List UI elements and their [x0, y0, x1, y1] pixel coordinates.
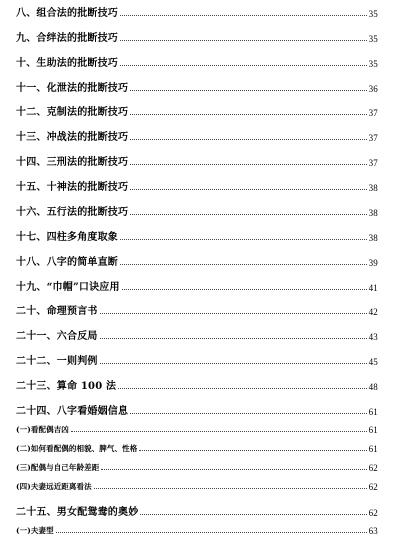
dot-leader — [100, 338, 367, 339]
toc-page-number: 37 — [368, 158, 378, 168]
dot-leader — [120, 239, 367, 240]
toc-page-number: 35 — [368, 59, 378, 69]
toc-entry[interactable] — [16, 402, 378, 417]
toc-entry-title: 十七、四柱多角度取象 — [16, 232, 118, 243]
dot-leader — [122, 289, 367, 290]
toc-page-number: 62 — [368, 508, 378, 518]
toc-page-number: 42 — [368, 307, 378, 317]
toc-page-number: 61 — [368, 425, 378, 435]
toc-entry[interactable] — [16, 377, 378, 392]
toc-entry[interactable] — [16, 79, 378, 94]
toc-entry-title: 十四、三刑法的批断技巧 — [16, 157, 129, 168]
toc-entry[interactable] — [16, 178, 378, 193]
toc-entry[interactable] — [16, 503, 378, 518]
toc-page-number: 35 — [368, 34, 378, 44]
toc-entry-title: 二十、命理预言书 — [16, 306, 98, 317]
toc-page-number: 38 — [368, 208, 378, 218]
toc-entry[interactable] — [16, 481, 378, 492]
dot-leader — [100, 313, 367, 314]
toc-entry-title: 八、组合法的批断技巧 — [16, 8, 118, 19]
dot-leader — [120, 40, 367, 41]
dot-leader — [140, 514, 366, 515]
toc-entry-title: (三)配偶与自己年龄差距 — [16, 463, 100, 472]
toc-page-number: 62 — [368, 482, 378, 492]
dot-leader — [130, 189, 366, 190]
toc-entry[interactable] — [16, 327, 378, 342]
dot-leader — [120, 15, 367, 16]
toc-entry[interactable] — [16, 54, 378, 69]
toc-entry-title: 十八、八字的简单直断 — [16, 257, 118, 268]
toc-page-number: 63 — [368, 526, 378, 536]
toc-entry[interactable] — [16, 203, 378, 218]
toc-entry-title: 十六、五行法的批断技巧 — [16, 207, 129, 218]
toc-page-number: 38 — [368, 183, 378, 193]
toc-page-number: 41 — [368, 283, 378, 293]
toc-entry-title: 二十一、六合反局 — [16, 331, 98, 342]
toc-entry-title: 十九、“巾帽”口诀应用 — [16, 282, 120, 293]
dot-leader — [120, 65, 367, 66]
dot-leader — [130, 90, 366, 91]
toc-entry-title: (二)如何看配偶的相貌、脾气、性格 — [16, 444, 138, 453]
toc-entry[interactable] — [16, 302, 378, 317]
dot-leader — [71, 431, 367, 432]
toc-page-number: 61 — [368, 444, 378, 454]
toc-page-number: 39 — [368, 258, 378, 268]
toc-entry[interactable] — [16, 424, 378, 435]
toc-entry[interactable] — [16, 128, 378, 143]
dot-leader — [94, 488, 367, 489]
toc-entry[interactable] — [16, 352, 378, 367]
toc-page-number: 35 — [368, 9, 378, 19]
toc-page-number: 36 — [368, 84, 378, 94]
toc-entry[interactable] — [16, 278, 378, 293]
dot-leader — [130, 164, 366, 165]
toc-entry-title: 十一、化泄法的批断技巧 — [16, 83, 129, 94]
dot-leader — [130, 214, 366, 215]
toc-entry[interactable] — [16, 29, 378, 44]
toc-entry-title: 九、合绊法的批断技巧 — [16, 33, 118, 44]
toc-entry[interactable] — [16, 103, 378, 118]
toc-entry-title: (一)看配偶吉凶 — [16, 425, 69, 434]
dot-leader — [56, 532, 367, 533]
dot-leader — [139, 450, 366, 451]
toc-page-number: 43 — [368, 332, 378, 342]
toc-entry[interactable] — [16, 462, 378, 473]
toc-page-number: 37 — [368, 108, 378, 118]
toc-entry[interactable] — [16, 228, 378, 243]
dot-leader — [100, 363, 367, 364]
toc-entry[interactable] — [16, 253, 378, 268]
dot-leader — [118, 388, 366, 389]
toc-page-number: 45 — [368, 357, 378, 367]
toc-entry-title: (一)夫妻型 — [16, 526, 54, 535]
toc-page-number: 62 — [368, 463, 378, 473]
toc-entry-title: (四)夫妻远近距离看法 — [16, 482, 92, 491]
toc-entry-title: 十二、克制法的批断技巧 — [16, 107, 129, 118]
dot-leader — [101, 469, 366, 470]
dot-leader — [130, 114, 366, 115]
toc-entry-title: 二十二、一则判例 — [16, 356, 98, 367]
toc-entry-title: 二十五、男女配鸳鸯的奥妙 — [16, 507, 139, 518]
toc-page-number: 38 — [368, 233, 378, 243]
toc-entry[interactable] — [16, 153, 378, 168]
toc-page-number: 48 — [368, 382, 378, 392]
dot-leader — [130, 413, 366, 414]
dot-leader — [130, 139, 366, 140]
toc-entry-title: 十、生助法的批断技巧 — [16, 58, 118, 69]
toc-page-number: 37 — [368, 133, 378, 143]
toc-entry[interactable] — [16, 443, 378, 454]
toc-entry[interactable] — [16, 525, 378, 536]
toc-entry-title: 十五、十神法的批断技巧 — [16, 182, 129, 193]
toc-entry[interactable] — [16, 4, 378, 19]
dot-leader — [120, 264, 367, 265]
toc-entry-title: 十三、冲战法的批断技巧 — [16, 132, 129, 143]
toc-page-number: 61 — [368, 407, 378, 417]
toc-entry-title: 二十三、算命 100 法 — [16, 381, 117, 392]
toc-entry-title: 二十四、八字看婚姻信息 — [16, 406, 129, 417]
